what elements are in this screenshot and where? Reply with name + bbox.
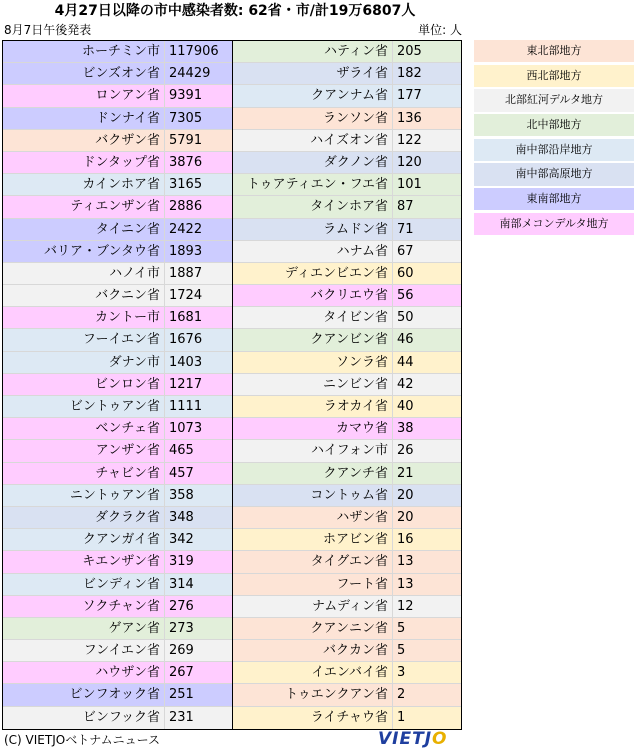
province-name: ソンラ省 (233, 352, 393, 373)
case-count: 1217 (165, 374, 232, 395)
province-name: ラムドン省 (233, 219, 393, 240)
table-row (233, 174, 461, 196)
table-row (233, 219, 461, 241)
province-name: バクリエウ省 (233, 285, 393, 306)
province-name: ハイズオン省 (233, 130, 393, 151)
case-count: 9391 (165, 85, 232, 106)
table-row (3, 63, 232, 85)
table-row (233, 463, 461, 485)
table-row (3, 85, 232, 107)
legend-item: 北部紅河デルタ地方 (474, 89, 634, 111)
province-name: クアンガイ省 (3, 529, 165, 550)
province-name: カントー市 (3, 307, 165, 328)
table-row (233, 41, 461, 63)
province-name: ドンタップ省 (3, 152, 165, 173)
table-row (233, 329, 461, 351)
table-row (233, 440, 461, 462)
case-count: 44 (393, 352, 461, 373)
table-row (233, 618, 461, 640)
province-name: クアンナム省 (233, 85, 393, 106)
case-count: 269 (165, 640, 232, 661)
province-name: フート省 (233, 574, 393, 595)
province-name: ビンディン省 (3, 574, 165, 595)
table-row (233, 396, 461, 418)
table-row (233, 352, 461, 374)
legend-item: 南中部沿岸地方 (474, 139, 634, 161)
table-row (3, 485, 232, 507)
case-count: 457 (165, 463, 232, 484)
table-row (233, 640, 461, 662)
case-count: 40 (393, 396, 461, 417)
case-count: 1893 (165, 241, 232, 262)
province-name: タイグエン省 (233, 551, 393, 572)
province-name: ビンフック省 (3, 707, 165, 729)
province-name: ニントゥアン省 (3, 485, 165, 506)
province-name: クアンニン省 (233, 618, 393, 639)
province-name: タイビン省 (233, 307, 393, 328)
table-row (233, 507, 461, 529)
table-row (3, 463, 232, 485)
table-row (233, 263, 461, 285)
table-row (3, 396, 232, 418)
province-name: タインホア省 (233, 196, 393, 217)
province-name: バクカン省 (233, 640, 393, 661)
table-row (3, 174, 232, 196)
cases-table (2, 40, 462, 730)
table-row (233, 108, 461, 130)
case-count: 120 (393, 152, 461, 173)
table-row (233, 485, 461, 507)
case-count: 231 (165, 707, 232, 729)
case-count: 342 (165, 529, 232, 550)
case-count: 13 (393, 574, 461, 595)
province-name: イエンバイ省 (233, 662, 393, 683)
province-name: トゥエンクアン省 (233, 684, 393, 705)
case-count: 38 (393, 418, 461, 439)
case-count: 117906 (165, 41, 232, 62)
legend-item: 南中部高原地方 (474, 163, 634, 185)
case-count: 7305 (165, 108, 232, 129)
province-name: ナムディン省 (233, 596, 393, 617)
province-name: チャビン省 (3, 463, 165, 484)
case-count: 50 (393, 307, 461, 328)
case-count: 276 (165, 596, 232, 617)
case-count: 16 (393, 529, 461, 550)
province-name: ビンフオック省 (3, 684, 165, 705)
case-count: 251 (165, 684, 232, 705)
case-count: 87 (393, 196, 461, 217)
table-row (3, 374, 232, 396)
province-name: ニンビン省 (233, 374, 393, 395)
table-row (3, 196, 232, 218)
province-name: ドンナイ省 (3, 108, 165, 129)
case-count: 1681 (165, 307, 232, 328)
table-row (233, 551, 461, 573)
case-count: 21 (393, 463, 461, 484)
province-name: ハノイ市 (3, 263, 165, 284)
table-row (233, 241, 461, 263)
table-row (233, 574, 461, 596)
province-name: クアンビン省 (233, 329, 393, 350)
table-row (3, 329, 232, 351)
province-name: ソクチャン省 (3, 596, 165, 617)
province-name: フンイエン省 (3, 640, 165, 661)
table-row (233, 662, 461, 684)
case-count: 3876 (165, 152, 232, 173)
table-column-left (3, 41, 233, 729)
province-name: ビンロン省 (3, 374, 165, 395)
case-count: 136 (393, 108, 461, 129)
case-count: 273 (165, 618, 232, 639)
case-count: 26 (393, 440, 461, 461)
province-name: キエンザン省 (3, 551, 165, 572)
table-row (3, 507, 232, 529)
table-row (3, 529, 232, 551)
case-count: 314 (165, 574, 232, 595)
case-count: 42 (393, 374, 461, 395)
case-count: 122 (393, 130, 461, 151)
case-count: 465 (165, 440, 232, 461)
legend-item: 北中部地方 (474, 114, 634, 136)
table-row (233, 684, 461, 706)
table-row (3, 130, 232, 152)
table-row (3, 241, 232, 263)
case-count: 348 (165, 507, 232, 528)
case-count: 71 (393, 219, 461, 240)
table-row (3, 219, 232, 241)
province-name: ベンチェ省 (3, 418, 165, 439)
legend-item: 東北部地方 (474, 40, 634, 62)
province-name: ハウザン省 (3, 662, 165, 683)
logo-text: VIETJ (378, 729, 433, 749)
province-name: ゲアン省 (3, 618, 165, 639)
province-name: ビンズオン省 (3, 63, 165, 84)
case-count: 1887 (165, 263, 232, 284)
table-row (233, 63, 461, 85)
legend-item: 東南部地方 (474, 188, 634, 210)
table-row (3, 640, 232, 662)
table-row (3, 618, 232, 640)
province-name: ハザン省 (233, 507, 393, 528)
case-count: 177 (393, 85, 461, 106)
table-row (3, 108, 232, 130)
table-row (3, 41, 232, 63)
province-name: ハティン省 (233, 41, 393, 62)
table-row (3, 596, 232, 618)
province-name: ディエンビエン省 (233, 263, 393, 284)
province-name: ダナン市 (3, 352, 165, 373)
legend-item: 西北部地方 (474, 65, 634, 87)
case-count: 5 (393, 640, 461, 661)
case-count: 5791 (165, 130, 232, 151)
case-count: 20 (393, 507, 461, 528)
case-count: 1724 (165, 285, 232, 306)
case-count: 319 (165, 551, 232, 572)
province-name: コントゥム省 (233, 485, 393, 506)
province-name: クアンチ省 (233, 463, 393, 484)
province-name: バクザン省 (3, 130, 165, 151)
page-title: 4月27日以降の市中感染者数: 62省・市/計19万6807人 (54, 3, 416, 19)
province-name: ハナム省 (233, 241, 393, 262)
case-count: 1111 (165, 396, 232, 417)
case-count: 67 (393, 241, 461, 262)
province-name: ビントゥアン省 (3, 396, 165, 417)
province-name: アンザン省 (3, 440, 165, 461)
table-row (3, 152, 232, 174)
province-name: トゥアティエン・フエ省 (233, 174, 393, 195)
table-row (3, 684, 232, 706)
logo-accent: O (432, 729, 448, 749)
province-name: ダクノン省 (233, 152, 393, 173)
table-row (233, 529, 461, 551)
case-count: 20 (393, 485, 461, 506)
table-row (3, 263, 232, 285)
case-count: 2 (393, 684, 461, 705)
case-count: 1 (393, 707, 461, 729)
table-row (3, 440, 232, 462)
table-row (233, 374, 461, 396)
table-row (233, 418, 461, 440)
table-row (3, 707, 232, 729)
table-row (233, 152, 461, 174)
province-name: ランソン省 (233, 108, 393, 129)
province-name: ライチャウ省 (233, 707, 393, 729)
table-row (233, 596, 461, 618)
table-row (3, 662, 232, 684)
table-row (233, 707, 461, 729)
province-name: カマウ省 (233, 418, 393, 439)
province-name: ティエンザン省 (3, 196, 165, 217)
table-row (3, 551, 232, 573)
legend-item: 南部メコンデルタ地方 (474, 213, 634, 235)
table-row (3, 285, 232, 307)
province-name: カインホア省 (3, 174, 165, 195)
case-count: 12 (393, 596, 461, 617)
table-row (3, 574, 232, 596)
province-name: タイニン省 (3, 219, 165, 240)
case-count: 24429 (165, 63, 232, 84)
case-count: 205 (393, 41, 461, 62)
province-name: ハイフォン市 (233, 440, 393, 461)
table-row (233, 85, 461, 107)
case-count: 1403 (165, 352, 232, 373)
case-count: 46 (393, 329, 461, 350)
province-name: フーイエン省 (3, 329, 165, 350)
table-row (3, 352, 232, 374)
province-name: ホアビン省 (233, 529, 393, 550)
case-count: 358 (165, 485, 232, 506)
case-count: 1676 (165, 329, 232, 350)
unit-label: 単位: 人 (418, 23, 462, 37)
case-count: 60 (393, 263, 461, 284)
table-row (233, 307, 461, 329)
province-name: ロンアン省 (3, 85, 165, 106)
province-name: バクニン省 (3, 285, 165, 306)
region-legend (474, 40, 634, 238)
case-count: 3165 (165, 174, 232, 195)
table-row (3, 307, 232, 329)
case-count: 5 (393, 618, 461, 639)
table-row (233, 285, 461, 307)
province-name: ダクラク省 (3, 507, 165, 528)
table-row (3, 418, 232, 440)
province-name: ラオカイ省 (233, 396, 393, 417)
case-count: 56 (393, 285, 461, 306)
table-row (233, 130, 461, 152)
province-name: バリア・ブンタウ省 (3, 241, 165, 262)
case-count: 1073 (165, 418, 232, 439)
vietjo-logo (378, 729, 447, 749)
case-count: 101 (393, 174, 461, 195)
table-column-right (233, 41, 461, 729)
case-count: 3 (393, 662, 461, 683)
case-count: 2886 (165, 196, 232, 217)
copyright-footer: (C) VIETJOベトナムニュース (4, 733, 161, 747)
announcement-date: 8月7日午後発表 (4, 23, 92, 37)
province-name: ザライ省 (233, 63, 393, 84)
case-count: 267 (165, 662, 232, 683)
case-count: 182 (393, 63, 461, 84)
table-row (233, 196, 461, 218)
case-count: 2422 (165, 219, 232, 240)
province-name: ホーチミン市 (3, 41, 165, 62)
case-count: 13 (393, 551, 461, 572)
